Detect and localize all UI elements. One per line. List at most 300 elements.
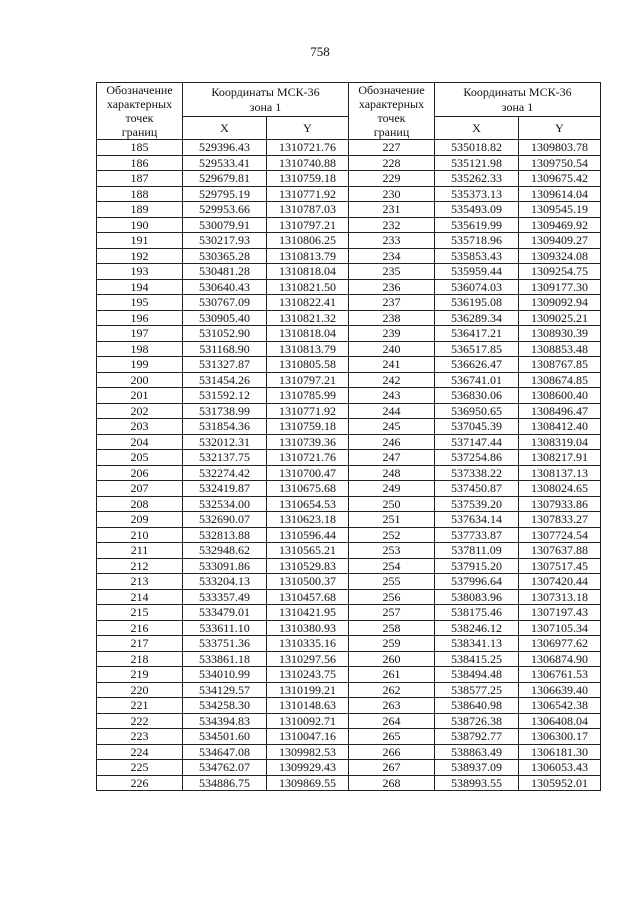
x-coordinate-cell: 536741.01	[435, 372, 519, 388]
x-coordinate-cell: 537539.20	[435, 496, 519, 512]
table-row	[349, 620, 601, 636]
table-row	[349, 760, 601, 776]
y-coordinate-cell: 1310721.76	[267, 140, 349, 156]
point-number-cell: 191	[97, 233, 183, 249]
point-number-cell: 210	[97, 527, 183, 543]
table-row	[349, 667, 601, 683]
y-coordinate-cell: 1310797.21	[267, 372, 349, 388]
y-coordinate-cell: 1308217.91	[519, 450, 601, 466]
point-number-cell: 196	[97, 310, 183, 326]
point-number-cell: 227	[349, 140, 435, 156]
x-coordinate-cell: 532948.62	[183, 543, 267, 559]
coordinates-table-left	[96, 82, 349, 791]
x-coordinate-cell: 534501.60	[183, 729, 267, 745]
x-coordinate-cell: 529795.19	[183, 186, 267, 202]
table-row	[97, 651, 349, 667]
y-coordinate-cell: 1310721.76	[267, 450, 349, 466]
point-number-cell: 246	[349, 434, 435, 450]
table-row	[349, 698, 601, 714]
point-number-cell: 260	[349, 651, 435, 667]
point-number-cell: 239	[349, 326, 435, 342]
x-coordinate-cell: 538083.96	[435, 589, 519, 605]
table-row	[97, 682, 349, 698]
x-coordinate-cell: 537733.87	[435, 527, 519, 543]
x-coordinate-cell: 534010.99	[183, 667, 267, 683]
point-number-cell: 247	[349, 450, 435, 466]
y-coordinate-cell: 1308674.85	[519, 372, 601, 388]
y-coordinate-cell: 1310675.68	[267, 481, 349, 497]
table-row	[97, 295, 349, 311]
x-coordinate-cell: 535373.13	[435, 186, 519, 202]
y-coordinate-cell: 1308767.85	[519, 357, 601, 373]
x-coordinate-cell: 534886.75	[183, 775, 267, 791]
x-coordinate-cell: 531168.90	[183, 341, 267, 357]
x-coordinate-cell: 538175.46	[435, 605, 519, 621]
x-coordinate-cell: 535853.43	[435, 248, 519, 264]
point-number-cell: 238	[349, 310, 435, 326]
x-coordinate-cell: 532137.75	[183, 450, 267, 466]
table-row	[97, 760, 349, 776]
x-coordinate-cell: 531327.87	[183, 357, 267, 373]
point-number-cell: 194	[97, 279, 183, 295]
point-number-cell: 204	[97, 434, 183, 450]
table-row	[349, 140, 601, 156]
y-coordinate-cell: 1310785.99	[267, 388, 349, 404]
y-coordinate-cell: 1309177.30	[519, 279, 601, 295]
y-coordinate-cell: 1310700.47	[267, 465, 349, 481]
point-number-cell: 236	[349, 279, 435, 295]
x-coordinate-cell: 532274.42	[183, 465, 267, 481]
point-number-cell: 220	[97, 682, 183, 698]
header-point-designation: Обозначение характерных точек границ	[97, 83, 183, 140]
y-coordinate-cell: 1308319.04	[519, 434, 601, 450]
point-number-cell: 200	[97, 372, 183, 388]
table-row	[349, 496, 601, 512]
x-coordinate-cell: 530079.91	[183, 217, 267, 233]
x-coordinate-cell: 530217.93	[183, 233, 267, 249]
y-coordinate-cell: 1310421.95	[267, 605, 349, 621]
point-number-cell: 235	[349, 264, 435, 280]
y-coordinate-cell: 1306874.90	[519, 651, 601, 667]
y-coordinate-cell: 1306053.43	[519, 760, 601, 776]
point-number-cell: 214	[97, 589, 183, 605]
y-coordinate-cell: 1310457.68	[267, 589, 349, 605]
y-coordinate-cell: 1307724.54	[519, 527, 601, 543]
x-coordinate-cell: 535619.99	[435, 217, 519, 233]
y-coordinate-cell: 1310818.04	[267, 326, 349, 342]
point-number-cell: 263	[349, 698, 435, 714]
table-row	[349, 465, 601, 481]
table-row	[349, 295, 601, 311]
table-row	[97, 233, 349, 249]
point-number-cell: 215	[97, 605, 183, 621]
y-coordinate-cell: 1307637.88	[519, 543, 601, 559]
point-number-cell: 211	[97, 543, 183, 559]
x-coordinate-cell: 533479.01	[183, 605, 267, 621]
point-number-cell: 221	[97, 698, 183, 714]
table-row	[349, 574, 601, 590]
y-coordinate-cell: 1310821.32	[267, 310, 349, 326]
y-coordinate-cell: 1310806.25	[267, 233, 349, 249]
y-coordinate-cell: 1308412.40	[519, 419, 601, 435]
x-coordinate-cell: 534129.57	[183, 682, 267, 698]
table-row	[349, 326, 601, 342]
y-coordinate-cell: 1306977.62	[519, 636, 601, 652]
point-number-cell: 195	[97, 295, 183, 311]
point-number-cell: 234	[349, 248, 435, 264]
y-coordinate-cell: 1309982.53	[267, 744, 349, 760]
header-x: X	[183, 117, 267, 140]
point-number-cell: 228	[349, 155, 435, 171]
header-y: Y	[519, 117, 601, 140]
x-coordinate-cell: 538937.09	[435, 760, 519, 776]
point-number-cell: 207	[97, 481, 183, 497]
x-coordinate-cell: 531854.36	[183, 419, 267, 435]
table-row	[349, 264, 601, 280]
y-coordinate-cell: 1310047.16	[267, 729, 349, 745]
x-coordinate-cell: 530365.28	[183, 248, 267, 264]
x-coordinate-cell: 538726.38	[435, 713, 519, 729]
y-coordinate-cell: 1310759.18	[267, 171, 349, 187]
table-row	[97, 589, 349, 605]
x-coordinate-cell: 535493.09	[435, 202, 519, 218]
x-coordinate-cell: 529396.43	[183, 140, 267, 156]
table-row	[349, 775, 601, 791]
page-number: 758	[310, 44, 330, 59]
x-coordinate-cell: 537450.87	[435, 481, 519, 497]
table-row	[349, 186, 601, 202]
x-coordinate-cell: 529953.66	[183, 202, 267, 218]
point-number-cell: 266	[349, 744, 435, 760]
point-number-cell: 224	[97, 744, 183, 760]
point-number-cell: 230	[349, 186, 435, 202]
y-coordinate-cell: 1310759.18	[267, 419, 349, 435]
x-coordinate-cell: 536195.08	[435, 295, 519, 311]
table-row	[97, 155, 349, 171]
table-row	[97, 698, 349, 714]
x-coordinate-cell: 534647.08	[183, 744, 267, 760]
header-coordinates: Координаты МСК-36 зона 1	[183, 83, 349, 117]
table-row	[97, 419, 349, 435]
table-row	[349, 202, 601, 218]
x-coordinate-cell: 530905.40	[183, 310, 267, 326]
y-coordinate-cell: 1310813.79	[267, 341, 349, 357]
point-number-cell: 217	[97, 636, 183, 652]
header-coordinates: Координаты МСК-36 зона 1	[435, 83, 601, 117]
table-row	[97, 264, 349, 280]
x-coordinate-cell: 536950.65	[435, 403, 519, 419]
table-row	[349, 589, 601, 605]
point-number-cell: 206	[97, 465, 183, 481]
table-row	[349, 248, 601, 264]
table-row	[349, 481, 601, 497]
table-row	[349, 450, 601, 466]
table-row	[97, 450, 349, 466]
table-row	[349, 403, 601, 419]
y-coordinate-cell: 1308930.39	[519, 326, 601, 342]
table-row	[349, 713, 601, 729]
x-coordinate-cell: 532012.31	[183, 434, 267, 450]
x-coordinate-cell: 533091.86	[183, 558, 267, 574]
y-coordinate-cell: 1309803.78	[519, 140, 601, 156]
table-row	[97, 496, 349, 512]
table-row	[97, 326, 349, 342]
y-coordinate-cell: 1309092.94	[519, 295, 601, 311]
point-number-cell: 262	[349, 682, 435, 698]
x-coordinate-cell: 530767.09	[183, 295, 267, 311]
y-coordinate-cell: 1307197.43	[519, 605, 601, 621]
table-row	[97, 713, 349, 729]
point-number-cell: 268	[349, 775, 435, 791]
y-coordinate-cell: 1309409.27	[519, 233, 601, 249]
x-coordinate-cell: 536417.21	[435, 326, 519, 342]
point-number-cell: 233	[349, 233, 435, 249]
point-number-cell: 264	[349, 713, 435, 729]
y-coordinate-cell: 1310654.53	[267, 496, 349, 512]
point-number-cell: 265	[349, 729, 435, 745]
table-row	[349, 357, 601, 373]
table-row	[97, 434, 349, 450]
table-row	[97, 388, 349, 404]
point-number-cell: 248	[349, 465, 435, 481]
table-row	[349, 729, 601, 745]
y-coordinate-cell: 1309025.21	[519, 310, 601, 326]
table-row	[349, 155, 601, 171]
y-coordinate-cell: 1310243.75	[267, 667, 349, 683]
x-coordinate-cell: 534258.30	[183, 698, 267, 714]
table-row	[97, 310, 349, 326]
table-row	[349, 419, 601, 435]
x-coordinate-cell: 532813.88	[183, 527, 267, 543]
y-coordinate-cell: 1309469.92	[519, 217, 601, 233]
point-number-cell: 231	[349, 202, 435, 218]
x-coordinate-cell: 538415.25	[435, 651, 519, 667]
y-coordinate-cell: 1307517.45	[519, 558, 601, 574]
table-row	[349, 682, 601, 698]
table-row	[97, 558, 349, 574]
point-number-cell: 252	[349, 527, 435, 543]
x-coordinate-cell: 535121.98	[435, 155, 519, 171]
point-number-cell: 197	[97, 326, 183, 342]
x-coordinate-cell: 536626.47	[435, 357, 519, 373]
x-coordinate-cell: 537045.39	[435, 419, 519, 435]
point-number-cell: 189	[97, 202, 183, 218]
x-coordinate-cell: 538494.48	[435, 667, 519, 683]
table-row	[349, 233, 601, 249]
table-row	[97, 527, 349, 543]
point-number-cell: 222	[97, 713, 183, 729]
y-coordinate-cell: 1310500.37	[267, 574, 349, 590]
point-number-cell: 198	[97, 341, 183, 357]
table-row	[349, 527, 601, 543]
x-coordinate-cell: 537811.09	[435, 543, 519, 559]
point-number-cell: 225	[97, 760, 183, 776]
table-row	[97, 636, 349, 652]
table-row	[97, 403, 349, 419]
x-coordinate-cell: 534762.07	[183, 760, 267, 776]
y-coordinate-cell: 1306639.40	[519, 682, 601, 698]
x-coordinate-cell: 533751.36	[183, 636, 267, 652]
y-coordinate-cell: 1309750.54	[519, 155, 601, 171]
point-number-cell: 201	[97, 388, 183, 404]
point-number-cell: 237	[349, 295, 435, 311]
x-coordinate-cell: 537634.14	[435, 512, 519, 528]
x-coordinate-cell: 536289.34	[435, 310, 519, 326]
y-coordinate-cell: 1310797.21	[267, 217, 349, 233]
table-row	[97, 186, 349, 202]
y-coordinate-cell: 1308024.65	[519, 481, 601, 497]
point-number-cell: 212	[97, 558, 183, 574]
table-row	[97, 605, 349, 621]
point-number-cell: 229	[349, 171, 435, 187]
y-coordinate-cell: 1307105.34	[519, 620, 601, 636]
y-coordinate-cell: 1310740.88	[267, 155, 349, 171]
y-coordinate-cell: 1310335.16	[267, 636, 349, 652]
x-coordinate-cell: 533861.18	[183, 651, 267, 667]
y-coordinate-cell: 1308600.40	[519, 388, 601, 404]
x-coordinate-cell: 530640.43	[183, 279, 267, 295]
point-number-cell: 240	[349, 341, 435, 357]
point-number-cell: 258	[349, 620, 435, 636]
table-row	[97, 620, 349, 636]
table-row	[349, 744, 601, 760]
y-coordinate-cell: 1309614.04	[519, 186, 601, 202]
table-row	[349, 217, 601, 233]
point-number-cell: 193	[97, 264, 183, 280]
point-number-cell: 256	[349, 589, 435, 605]
table-row	[97, 217, 349, 233]
x-coordinate-cell: 531738.99	[183, 403, 267, 419]
table-row	[349, 605, 601, 621]
x-coordinate-cell: 538640.98	[435, 698, 519, 714]
header-point-designation: Обозначение характерных точек границ	[349, 83, 435, 140]
x-coordinate-cell: 537996.64	[435, 574, 519, 590]
point-number-cell: 250	[349, 496, 435, 512]
table-row	[97, 372, 349, 388]
y-coordinate-cell: 1310739.36	[267, 434, 349, 450]
x-coordinate-cell: 533204.13	[183, 574, 267, 590]
table-row	[349, 434, 601, 450]
point-number-cell: 199	[97, 357, 183, 373]
point-number-cell: 190	[97, 217, 183, 233]
table-row	[97, 202, 349, 218]
table-row	[349, 372, 601, 388]
point-number-cell: 254	[349, 558, 435, 574]
x-coordinate-cell: 530481.28	[183, 264, 267, 280]
table-row	[349, 512, 601, 528]
x-coordinate-cell: 537915.20	[435, 558, 519, 574]
y-coordinate-cell: 1309929.43	[267, 760, 349, 776]
point-number-cell: 249	[349, 481, 435, 497]
point-number-cell: 187	[97, 171, 183, 187]
x-coordinate-cell: 533357.49	[183, 589, 267, 605]
table-row	[97, 465, 349, 481]
y-coordinate-cell: 1310787.03	[267, 202, 349, 218]
table-row	[97, 481, 349, 497]
point-number-cell: 185	[97, 140, 183, 156]
y-coordinate-cell: 1310822.41	[267, 295, 349, 311]
table-row	[97, 171, 349, 187]
table-row	[97, 729, 349, 745]
table-row	[97, 248, 349, 264]
y-coordinate-cell: 1310821.50	[267, 279, 349, 295]
y-coordinate-cell: 1310771.92	[267, 186, 349, 202]
point-number-cell: 205	[97, 450, 183, 466]
point-number-cell: 188	[97, 186, 183, 202]
point-number-cell: 251	[349, 512, 435, 528]
y-coordinate-cell: 1306181.30	[519, 744, 601, 760]
y-coordinate-cell: 1306300.17	[519, 729, 601, 745]
y-coordinate-cell: 1307313.18	[519, 589, 601, 605]
x-coordinate-cell: 536830.06	[435, 388, 519, 404]
table-row	[97, 357, 349, 373]
point-number-cell: 202	[97, 403, 183, 419]
table-row	[349, 341, 601, 357]
header-y: Y	[267, 117, 349, 140]
y-coordinate-cell: 1309545.19	[519, 202, 601, 218]
y-coordinate-cell: 1310623.18	[267, 512, 349, 528]
y-coordinate-cell: 1306542.38	[519, 698, 601, 714]
point-number-cell: 208	[97, 496, 183, 512]
y-coordinate-cell: 1310199.21	[267, 682, 349, 698]
point-number-cell: 232	[349, 217, 435, 233]
y-coordinate-cell: 1310148.63	[267, 698, 349, 714]
table-row	[349, 171, 601, 187]
table-row	[349, 543, 601, 559]
x-coordinate-cell: 531052.90	[183, 326, 267, 342]
x-coordinate-cell: 529533.41	[183, 155, 267, 171]
x-coordinate-cell: 538792.77	[435, 729, 519, 745]
x-coordinate-cell: 536074.03	[435, 279, 519, 295]
y-coordinate-cell: 1307933.86	[519, 496, 601, 512]
point-number-cell: 203	[97, 419, 183, 435]
point-number-cell: 213	[97, 574, 183, 590]
table-row	[349, 558, 601, 574]
point-number-cell: 243	[349, 388, 435, 404]
y-coordinate-cell: 1309675.42	[519, 171, 601, 187]
table-row	[97, 341, 349, 357]
y-coordinate-cell: 1305952.01	[519, 775, 601, 791]
table-row	[97, 574, 349, 590]
table-row	[97, 140, 349, 156]
header-x: X	[435, 117, 519, 140]
table-row	[97, 744, 349, 760]
point-number-cell: 267	[349, 760, 435, 776]
point-number-cell: 223	[97, 729, 183, 745]
y-coordinate-cell: 1307420.44	[519, 574, 601, 590]
x-coordinate-cell: 537147.44	[435, 434, 519, 450]
y-coordinate-cell: 1310818.04	[267, 264, 349, 280]
x-coordinate-cell: 531592.12	[183, 388, 267, 404]
point-number-cell: 216	[97, 620, 183, 636]
point-number-cell: 218	[97, 651, 183, 667]
point-number-cell: 261	[349, 667, 435, 683]
point-number-cell: 219	[97, 667, 183, 683]
x-coordinate-cell: 535018.82	[435, 140, 519, 156]
x-coordinate-cell: 537254.86	[435, 450, 519, 466]
table-row	[349, 388, 601, 404]
y-coordinate-cell: 1310297.56	[267, 651, 349, 667]
x-coordinate-cell: 538577.25	[435, 682, 519, 698]
table-row	[97, 775, 349, 791]
y-coordinate-cell: 1307833.27	[519, 512, 601, 528]
table-row	[97, 279, 349, 295]
point-number-cell: 209	[97, 512, 183, 528]
y-coordinate-cell: 1309254.75	[519, 264, 601, 280]
y-coordinate-cell: 1308853.48	[519, 341, 601, 357]
point-number-cell: 255	[349, 574, 435, 590]
table-row	[97, 667, 349, 683]
